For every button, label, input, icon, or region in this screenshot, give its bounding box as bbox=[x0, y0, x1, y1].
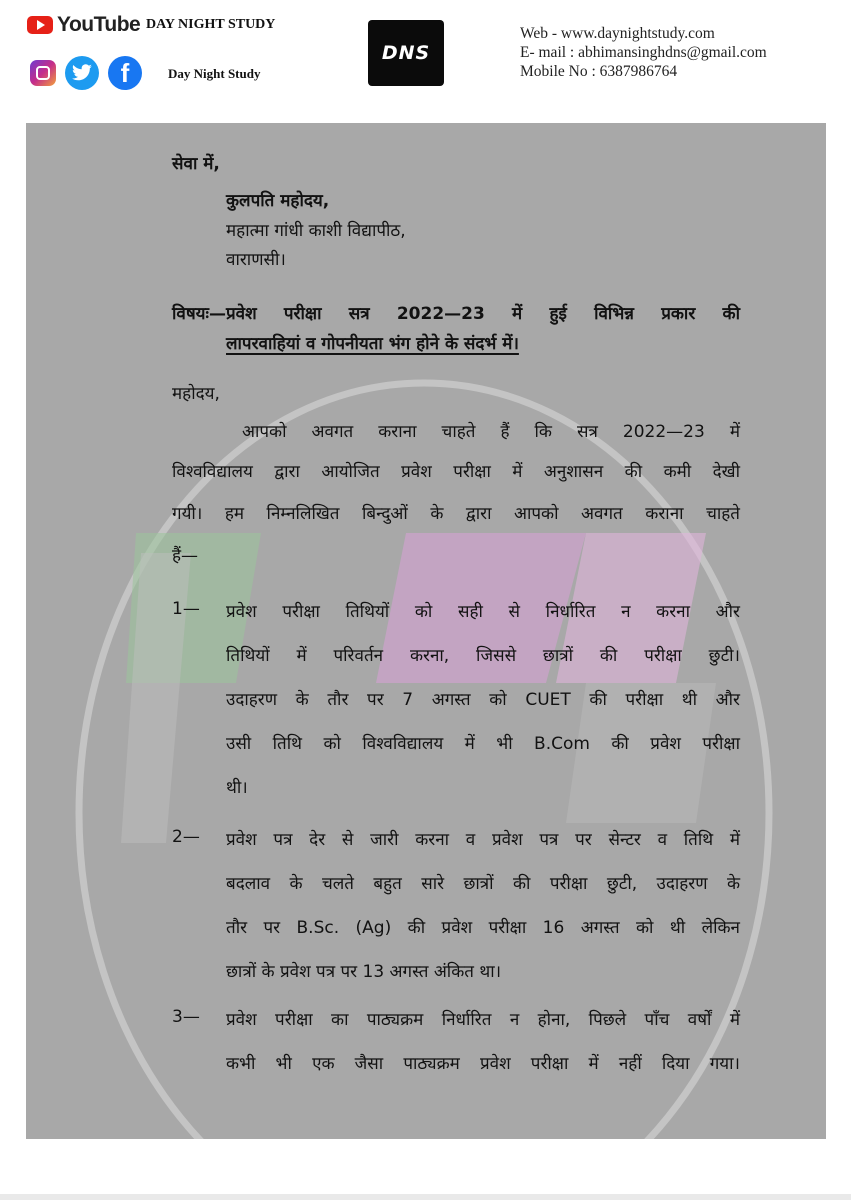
point-3-text-2: कभी भी एक जैसा पाठ्यक्रम प्रवेश परीक्षा में नहीं दिया गया। bbox=[226, 1054, 740, 1074]
point-2-line-4: छात्रों के प्रवेश पत्र पर 13 अगस्त अंकित था। bbox=[226, 962, 502, 982]
logo-text: DNS bbox=[381, 42, 431, 64]
salutation-to: सेवा में, bbox=[172, 154, 220, 174]
recipient-org: महात्मा गांधी काशी विद्यापीठ, bbox=[226, 221, 406, 241]
point-3-line-2 bbox=[226, 1051, 740, 1074]
greeting: महोदय, bbox=[172, 384, 220, 404]
email-text[interactable]: E- mail : abhimansinghdns@gmail.com bbox=[520, 44, 767, 61]
point-1-line-1 bbox=[226, 599, 740, 622]
point-2-line-3 bbox=[226, 915, 740, 938]
social-icons bbox=[30, 56, 142, 90]
letter-page bbox=[26, 123, 826, 1139]
intro-text-2: विश्वविद्यालय द्वारा आयोजित प्रवेश परीक्षा में अनुशासन की कमी देखी bbox=[172, 462, 740, 482]
point-1-text-3: उदाहरण के तौर पर 7 अगस्त को CUET की परीक्षा थी और bbox=[226, 690, 740, 710]
facebook-icon[interactable]: f bbox=[108, 56, 142, 90]
point-2-text-3: तौर पर B.Sc. (Ag) की प्रवेश परीक्षा 16 अगस्त को थी लेकिन bbox=[226, 918, 740, 938]
point-2-line-2 bbox=[226, 871, 740, 894]
twitter-icon[interactable] bbox=[65, 56, 99, 90]
subject-text-1: विषयः—प्रवेश परीक्षा सत्र 2022—23 में हुई विभिन्न प्रकार की bbox=[172, 304, 740, 324]
point-3-text-1: प्रवेश परीक्षा का पाठ्यक्रम निर्धारित न होना, पिछले पाँच वर्षों में bbox=[226, 1010, 740, 1030]
brand-name-bottom: Day Night Study bbox=[168, 66, 261, 81]
intro-line-2 bbox=[172, 459, 740, 482]
recipient-title: कुलपति महोदय, bbox=[226, 191, 330, 211]
point-3-line-1 bbox=[226, 1007, 740, 1030]
point-1-line-3 bbox=[226, 687, 740, 710]
point-1-text-1: प्रवेश परीक्षा तिथियों को सही से निर्धारित न करना और bbox=[226, 602, 740, 622]
subject-line-1 bbox=[172, 301, 740, 324]
point-2-text-1: प्रवेश पत्र देर से जारी करना व प्रवेश पत्र पर सेन्टर व तिथि में bbox=[226, 830, 740, 850]
point-number-1: 1— bbox=[172, 599, 200, 619]
website-text[interactable]: Web - www.daynightstudy.com bbox=[520, 25, 715, 42]
point-1-line-2 bbox=[226, 643, 740, 666]
point-1-text-4: उसी तिथि को विश्वविद्यालय में भी B.Com की प्रवेश परीक्षा bbox=[226, 734, 740, 754]
point-2-line-1 bbox=[226, 827, 740, 850]
mobile-text: Mobile No : 6387986764 bbox=[520, 63, 678, 80]
point-number-3: 3— bbox=[172, 1007, 200, 1027]
intro-line-1 bbox=[242, 419, 740, 442]
intro-line-4: हैं— bbox=[172, 546, 199, 566]
twitter-bird-glyph bbox=[71, 64, 93, 82]
point-1-line-5: थी। bbox=[226, 778, 248, 798]
dns-logo bbox=[368, 20, 444, 86]
youtube-label: YouTube bbox=[57, 13, 141, 36]
intro-text-3: गयी। हम निम्नलिखित बिन्दुओं के द्वारा आपको अवगत कराना चाहते bbox=[172, 504, 740, 524]
point-1-line-4 bbox=[226, 731, 740, 754]
subject-line-2: लापरवाहियां व गोपनीयता भंग होने के संदर्भ में। bbox=[226, 334, 519, 354]
intro-line-3 bbox=[172, 501, 740, 524]
contact-block bbox=[520, 24, 767, 81]
letter-content bbox=[26, 123, 826, 1139]
page-header bbox=[0, 0, 851, 120]
brand-name-top: DAY NIGHT STUDY bbox=[146, 17, 276, 32]
youtube-link[interactable] bbox=[27, 13, 140, 37]
point-number-2: 2— bbox=[172, 827, 200, 847]
bottom-bar bbox=[0, 1194, 851, 1200]
point-2-text-2: बदलाव के चलते बहुत सारे छात्रों की परीक्षा छुटी, उदाहरण के bbox=[226, 874, 740, 894]
intro-text-1: आपको अवगत कराना चाहते हैं कि सत्र 2022—23 में bbox=[242, 422, 740, 442]
bottom-margin bbox=[0, 1140, 851, 1200]
recipient-city: वाराणसी। bbox=[226, 250, 286, 270]
instagram-icon[interactable] bbox=[30, 60, 56, 86]
point-1-text-2: तिथियों में परिवर्तन करना, जिससे छात्रों की परीक्षा छुटी। bbox=[226, 646, 740, 666]
youtube-icon bbox=[27, 16, 53, 34]
